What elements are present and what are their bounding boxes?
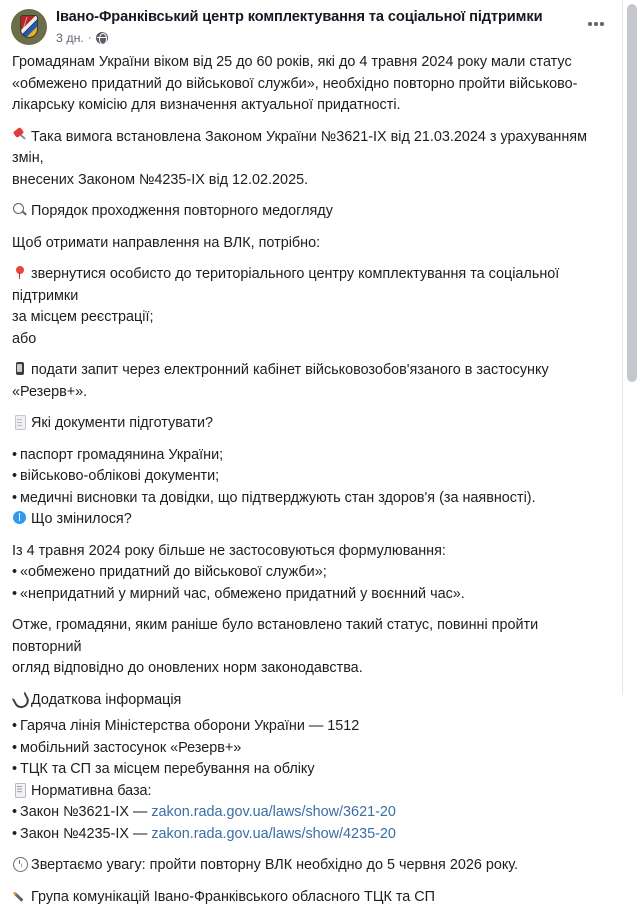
deadline-notice <box>12 855 608 877</box>
list-item <box>12 738 608 760</box>
post-header <box>0 0 622 52</box>
list-item <box>12 466 608 488</box>
law-link[interactable]: zakon.rada.gov.ua/laws/show/4235-20 <box>151 826 396 842</box>
list-item-label: медичні висновки та довідки, що підтверджують стан здоров'я (за наявності). <box>20 490 536 506</box>
bullet-icon: • <box>12 445 20 467</box>
text-line: Громадянам України віком від 25 до 60 років, які до 4 травня 2024 року мали статус <box>12 52 608 74</box>
text-span: Група комунікацій Івано-Франківського обласного ТЦК та СП <box>31 889 435 905</box>
post-body <box>0 52 622 908</box>
text-span: Додаткова інформація <box>31 692 181 708</box>
clock-icon <box>12 856 27 871</box>
bullet-icon: • <box>12 759 20 781</box>
text-line: або <box>12 329 608 351</box>
text-line <box>12 413 608 435</box>
text-line: внесених Законом №4235-IX від 12.02.2025. <box>12 170 608 192</box>
avatar[interactable] <box>11 9 47 45</box>
paragraph-changes <box>12 541 608 606</box>
pen-icon <box>12 888 27 903</box>
text-line: Із 4 травня 2024 року більше не застосовуються формулювання: <box>12 541 608 563</box>
document-icon <box>12 782 27 797</box>
mobile-phone-icon <box>12 361 27 376</box>
documents-list <box>12 445 608 510</box>
post-header-text <box>56 8 582 46</box>
paragraph-conclusion <box>12 615 608 680</box>
bullet-icon: • <box>12 824 20 846</box>
text-span: Така вимога встановлена Законом України №3621-IX від 21.03.2024 з урахуванням змін, <box>12 129 587 167</box>
text-line <box>12 781 608 803</box>
list-item-label: «обмежено придатний до військової служби»; <box>20 564 327 580</box>
text-line <box>12 509 608 531</box>
list-item-label: мобільний застосунок «Резерв+» <box>20 740 241 756</box>
magnifier-icon <box>12 202 27 217</box>
paragraph-option-in-person <box>12 264 608 350</box>
post-timestamp[interactable]: 3 дн. <box>56 30 84 46</box>
list-item <box>12 824 608 846</box>
list-item-label: ТЦК та СП за місцем перебування на обліку <box>20 761 315 777</box>
text-line <box>12 264 608 307</box>
list-item <box>12 562 608 584</box>
text-span: Нормативна база: <box>31 783 152 799</box>
text-span: Що змінилося? <box>31 511 132 527</box>
list-item <box>12 716 608 738</box>
paragraph-option-online <box>12 360 608 403</box>
post-meta <box>56 30 582 46</box>
text-line: огляд відповідно до оновлених норм законодавства. <box>12 658 608 680</box>
text-span: подати запит через електронний кабінет військовозобов'язаного в застосунку «Резерв+». <box>12 362 549 400</box>
heading-documents <box>12 413 608 435</box>
more-dot-icon <box>600 22 603 25</box>
list-item-label: військово-облікові документи; <box>20 468 219 484</box>
more-options-button[interactable] <box>582 10 610 38</box>
text-line <box>12 360 608 403</box>
bullet-icon: • <box>12 488 20 510</box>
heading-procedure <box>12 201 608 223</box>
list-item <box>12 584 608 606</box>
text-line: лікарську комісію для визначення актуальної придатності. <box>12 95 608 117</box>
bullet-icon: • <box>12 562 20 584</box>
globe-icon[interactable] <box>96 32 108 44</box>
list-item <box>12 802 608 824</box>
text-line: «обмежено придатний до військової служби», необхідно повторно пройти військово- <box>12 74 608 96</box>
paragraph-legal-basis <box>12 127 608 192</box>
text-line <box>12 201 608 223</box>
text-line: за місцем реєстрації; <box>12 307 608 329</box>
list-item-label: Гаряча лінія Міністерства оборони України — 1512 <box>20 718 359 734</box>
list-item-label: паспорт громадянина України; <box>20 447 223 463</box>
bullet-icon: • <box>12 716 20 738</box>
pushpin-icon <box>12 128 27 143</box>
paragraph-intro <box>12 52 608 117</box>
bullet-icon: • <box>12 738 20 760</box>
text-line: Отже, громадяни, яким раніше було встановлено такий статус, повинні пройти повторний <box>12 615 608 658</box>
law-link[interactable]: zakon.rada.gov.ua/laws/show/3621-20 <box>151 804 396 820</box>
vertical-scrollbar[interactable] <box>622 0 640 695</box>
text-span: Які документи підготувати? <box>31 415 213 431</box>
bullet-icon: • <box>12 584 20 606</box>
telephone-icon <box>12 691 27 706</box>
law-label: Закон №3621-IX — <box>20 804 147 820</box>
list-item <box>12 488 608 510</box>
more-dot-icon <box>594 22 597 25</box>
heading-additional-info <box>12 690 608 712</box>
text-line <box>12 887 608 908</box>
text-line <box>12 855 608 877</box>
more-dot-icon <box>588 22 591 25</box>
bullet-icon: • <box>12 466 20 488</box>
bullet-icon: • <box>12 802 20 824</box>
text-line: Щоб отримати направлення на ВЛК, потрібно: <box>12 233 608 255</box>
scrollbar-thumb[interactable] <box>627 4 637 382</box>
meta-separator: · <box>88 30 92 46</box>
contacts-list <box>12 716 608 781</box>
law-label: Закон №4235-IX — <box>20 826 147 842</box>
page-name[interactable]: Івано-Франківський центр комплектування та соціальної підтримки <box>56 8 582 27</box>
text-line <box>12 127 608 170</box>
text-span: Порядок проходження повторного медогляду <box>31 203 333 219</box>
page-icon <box>12 414 27 429</box>
text-span: звернутися особисто до територіального центру комплектування та соціальної підтримки <box>12 266 559 304</box>
signature-line <box>12 887 608 908</box>
normative-base-block <box>12 781 608 846</box>
heading-what-changed <box>12 509 608 531</box>
list-item-label: «непридатний у мирний час, обмежено придатний у воєнний час». <box>20 586 465 602</box>
list-item <box>12 445 608 467</box>
text-span: Звертаємо увагу: пройти повторну ВЛК необхідно до 5 червня 2026 року. <box>31 857 518 873</box>
info-icon <box>12 510 27 525</box>
text-line <box>12 690 608 712</box>
list-item <box>12 759 608 781</box>
paragraph-how-to <box>12 233 608 255</box>
map-pin-icon <box>12 265 27 280</box>
